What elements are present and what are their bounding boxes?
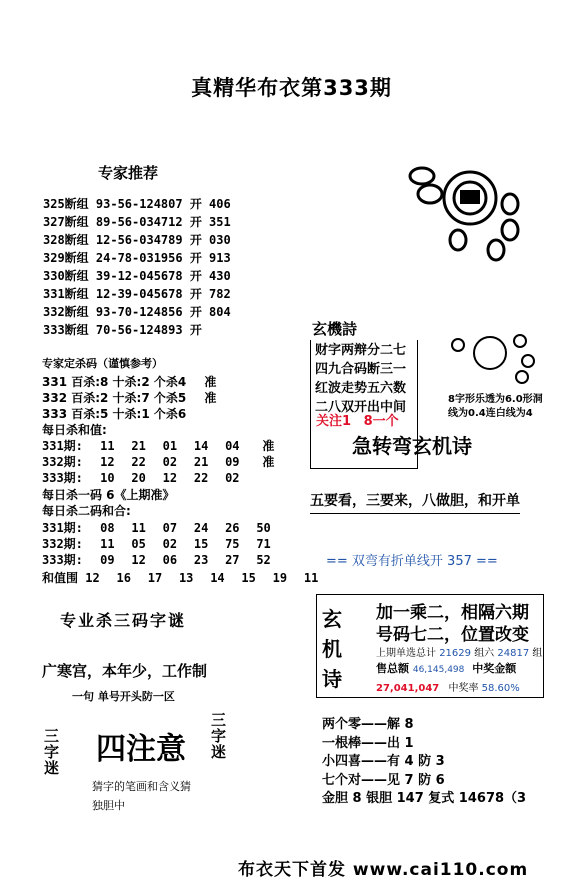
turn-heading: 急转弯玄机诗 [352, 434, 472, 458]
riddle-heading: 专业杀三码字谜 [60, 611, 187, 630]
chain-graphic [440, 325, 540, 385]
two-num: 26 [225, 521, 240, 535]
hz-num: 19 [272, 571, 288, 585]
kill-row-label: 332 百杀:2 十杀:7 个杀5 [42, 391, 187, 405]
caption-1: 8字形乐透为6.0形洞 [448, 394, 543, 405]
two-num: 27 [225, 553, 240, 567]
final-line: 金胆 8 银胆 147 复式 14678（3 [322, 791, 527, 806]
siyi-big: 四注意 [96, 732, 186, 767]
page-title: 真精华布衣第333期 [191, 76, 392, 100]
sum-heading: 每日杀和值: [42, 423, 107, 437]
kill-row-result: 准 [204, 391, 217, 405]
sum-num: 14 [193, 439, 209, 453]
two-heading: 每日杀二码和合: [42, 504, 131, 518]
sum-num: 11 [100, 439, 115, 453]
two-num: 02 [162, 537, 178, 551]
hz-num: 11 [303, 571, 319, 585]
rate-line [376, 679, 520, 694]
stat1-end: 组 [532, 648, 543, 659]
expert-row: 331断组 12-39-045678 开 782 [43, 287, 231, 301]
final-line: 小四喜——有 4 防 3 [322, 754, 445, 769]
two-num: 12 [131, 553, 146, 567]
kill-heading: 专家定杀码（谨慎参考） [42, 357, 163, 370]
xuanji-lines [311, 340, 417, 417]
kill-row-label: 333 百杀:5 十杀:1 个杀6 [42, 407, 187, 421]
prize-val: 27,041,047 [376, 683, 440, 694]
final-block [322, 716, 526, 809]
two-num: 52 [256, 553, 271, 567]
expert-row: 333断组 70-56-124893 开 [43, 323, 202, 337]
hz-num: 15 [241, 571, 256, 585]
stat1-mid: 组六 [474, 648, 495, 659]
stat-line-1 [376, 644, 542, 659]
sum-num: 21 [131, 439, 146, 453]
sum-num: 01 [162, 439, 178, 453]
focus-text [316, 410, 399, 429]
one-code: 每日杀一码 6《上期准》 [42, 488, 175, 502]
sum-issue: 332期: [42, 455, 83, 469]
xuanji-line: 财字两辩分二七 [315, 343, 407, 358]
sum-result: 准 [262, 455, 275, 469]
sum-num: 12 [162, 471, 178, 485]
siyi-line-1: 猜字的笔画和含义猜 [92, 780, 191, 793]
hz-num: 14 [210, 571, 225, 585]
two-issue: 333期: [42, 553, 83, 567]
two-row [42, 535, 280, 552]
two-num: 06 [162, 553, 178, 567]
two-issue: 332期: [42, 537, 83, 551]
poem-vert [322, 604, 342, 694]
sum-issue: 333期: [42, 471, 83, 485]
siyi-line-2: 独胆中 [92, 799, 125, 812]
hz-num: 16 [116, 571, 131, 585]
rate-label: 中奖率 [448, 683, 479, 694]
sum-num: 10 [100, 471, 115, 485]
side-label-left: 三字迷 [44, 727, 60, 777]
side-label-right: 三字迷 [211, 711, 227, 761]
kill-row-result: 准 [204, 375, 217, 389]
sum-num: 02 [162, 455, 178, 469]
final-line: 两个零——解 8 [322, 717, 414, 732]
focus-suffix: 8一个 [363, 414, 399, 429]
kill-row-label: 331 百杀:8 十杀:2 个杀4 [42, 375, 187, 389]
poem-line-2: 号码七二，位置改变 [376, 625, 529, 645]
two-num: 09 [100, 553, 115, 567]
two-num: 11 [131, 521, 146, 535]
final-line: 七个对——见 7 防 6 [322, 772, 445, 788]
kill-row [42, 373, 216, 390]
two-num: 11 [100, 537, 115, 551]
sum-num: 22 [131, 455, 146, 469]
sales-label: 售总额 [376, 662, 409, 675]
sum-num: 21 [193, 455, 209, 469]
two-row [42, 519, 280, 536]
kill-row [42, 389, 216, 406]
two-num: 07 [162, 521, 178, 535]
sum-row [42, 469, 249, 486]
two-issue: 331期: [42, 521, 83, 535]
sum-row [42, 453, 274, 470]
two-num: 75 [225, 537, 240, 551]
two-num: 50 [256, 521, 271, 535]
sum-num: 22 [193, 471, 209, 485]
expert-row: 330断组 39-12-045678 开 430 [43, 269, 231, 283]
poem-vert-char: 机 [322, 637, 342, 661]
stat1-label: 上期单选总计 [376, 648, 436, 659]
footer-text: 布衣天下首发 www.cai110.com [238, 860, 529, 880]
rate-val: 58.60% [481, 683, 520, 694]
final-line: 一根棒——出 1 [322, 735, 414, 751]
sales-line [376, 660, 516, 676]
expert-row: 325断组 93-56-124807 开 406 [43, 197, 231, 211]
two-num: 05 [131, 537, 146, 551]
double-line: == 双弯有折单线开 357 == [326, 554, 498, 569]
two-num: 24 [193, 521, 209, 535]
prize-label: 中奖金额 [472, 662, 517, 675]
poem-vert-char: 玄 [322, 607, 342, 631]
expert-row: 327断组 89-56-034712 开 351 [43, 215, 231, 229]
two-num: 71 [256, 537, 271, 551]
sum-num: 20 [131, 471, 146, 485]
xuanji-line: 四九合码断三一 [315, 362, 407, 377]
riddle-line-2: 一句 单号开头防一区 [72, 690, 175, 703]
stat1-val2: 24817 [497, 648, 530, 659]
puzzle-graphic [400, 160, 540, 270]
hz-num: 12 [85, 571, 100, 585]
hz-num: 17 [147, 571, 163, 585]
hz-row [42, 569, 328, 586]
poem-vert-char: 诗 [322, 667, 342, 691]
two-num: 08 [100, 521, 115, 535]
caption-2: 线为0.4连白线为4 [448, 408, 533, 419]
expert-row: 332断组 93-70-124856 开 804 [43, 305, 231, 319]
poem-line-1: 加一乘二，相隔六期 [376, 603, 529, 623]
two-row [42, 551, 280, 568]
focus-prefix: 关注1 [316, 414, 352, 429]
xuanji-line: 二八双开出中间 [315, 400, 407, 415]
sales-val: 46,145,498 [412, 665, 465, 675]
stat1-val: 21629 [439, 648, 471, 659]
sum-result: 准 [262, 439, 275, 453]
riddle-line-1: 广寒宫，本年少，工作制 [42, 662, 208, 680]
expert-heading: 专家推荐 [98, 164, 159, 182]
sum-num: 09 [225, 455, 240, 469]
two-num: 23 [193, 553, 209, 567]
expert-row: 329断组 24-78-031956 开 913 [43, 251, 231, 265]
sum-num: 02 [225, 471, 240, 485]
hz-label: 和值围 [42, 571, 79, 585]
expert-row: 328断组 12-56-034789 开 030 [43, 233, 231, 247]
turn-line: 五要看，三要来，八做胆，和开单 [310, 490, 520, 514]
sum-issue: 331期: [42, 439, 83, 453]
xuanji-line: 红波走势五六数 [315, 381, 407, 396]
hz-num: 13 [178, 571, 194, 585]
sum-num: 12 [100, 455, 115, 469]
two-num: 15 [193, 537, 209, 551]
sum-row [42, 437, 274, 454]
kill-row [42, 405, 186, 422]
sum-num: 04 [225, 439, 240, 453]
xuanji-heading: 玄機詩 [312, 320, 358, 338]
